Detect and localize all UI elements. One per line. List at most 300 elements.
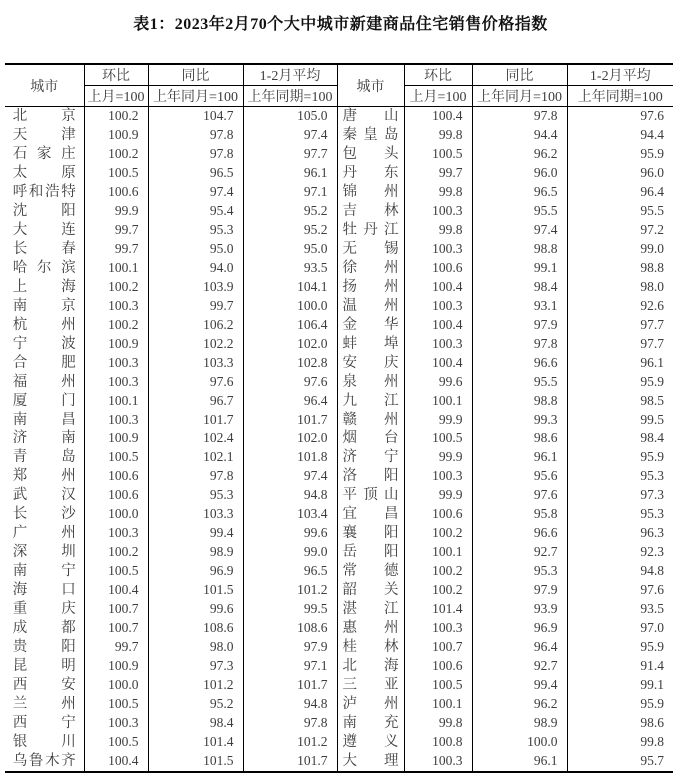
- index-value-cell: 95.3: [472, 562, 567, 581]
- col-subheader-yoy-base-left: 上年同月=100: [148, 86, 243, 107]
- index-value-cell: 99.6: [404, 373, 472, 392]
- index-value-cell: 91.4: [640, 658, 664, 674]
- index-value-cell: 98.4: [640, 430, 664, 446]
- index-value-cell: 99.8: [404, 714, 472, 733]
- index-value-cell: 100.3: [404, 202, 472, 221]
- city-name: 无锡: [342, 240, 399, 257]
- city-name: 牡丹江: [342, 221, 399, 238]
- index-value-cell: 96.9: [148, 562, 243, 581]
- city-cell: [5, 562, 84, 581]
- index-value-cell: 100.0: [472, 733, 567, 752]
- city-cell: [337, 297, 404, 316]
- index-value-cell: 100.3: [404, 335, 472, 354]
- city-name: 合肥: [12, 354, 76, 371]
- index-value-cell: 95.9: [640, 696, 664, 712]
- index-value-cell: 95.3: [640, 468, 664, 484]
- city-cell: [5, 752, 84, 772]
- city-name: 杭州: [12, 316, 76, 333]
- index-value-cell: 104.7: [148, 107, 243, 126]
- col-header-yoy-right: 同比: [472, 64, 567, 86]
- index-value-cell: 95.8: [472, 505, 567, 524]
- table-row: [5, 562, 673, 581]
- col-subheader-avg-base-left: 上年同期=100: [243, 86, 337, 107]
- index-value-cell: 97.9: [472, 316, 567, 335]
- index-value-cell: 100.5: [84, 733, 148, 752]
- city-name: 西安: [12, 677, 76, 694]
- city-cell: [5, 695, 84, 714]
- col-header-mom-right: 环比: [404, 64, 472, 86]
- index-value-cell: 92.6: [640, 297, 664, 313]
- index-value-cell: 100.3: [404, 240, 472, 259]
- city-cell: [337, 638, 404, 657]
- index-value-cell: 99.1: [640, 677, 664, 693]
- index-value-cell: 96.2: [472, 695, 567, 714]
- index-value-cell: 98.4: [472, 278, 567, 297]
- index-value-cell: 96.0: [472, 164, 567, 183]
- index-value-cell: 100.3: [404, 752, 472, 772]
- index-value-cell: 99.6: [243, 524, 337, 543]
- index-value-cell: 100.5: [84, 448, 148, 467]
- col-subheader-mom-base-left: 上月=100: [84, 86, 148, 107]
- index-value-cell: 100.1: [404, 543, 472, 562]
- index-value-cell: 99.1: [472, 259, 567, 278]
- table-row: [5, 373, 673, 392]
- table-row: [5, 581, 673, 600]
- table-row: [5, 126, 673, 145]
- city-name: 宁波: [12, 335, 76, 352]
- city-name: 锦州: [342, 183, 399, 200]
- index-value-cell: 100.4: [84, 752, 148, 772]
- page-title: 表1：2023年2月70个大中城市新建商品住宅销售价格指数: [133, 16, 548, 33]
- city-name: 郑州: [12, 468, 76, 485]
- index-value-cell: 95.2: [243, 221, 337, 240]
- city-cell: [5, 429, 84, 448]
- table-row: [5, 657, 673, 676]
- city-cell: [337, 619, 404, 638]
- city-cell: [5, 335, 84, 354]
- index-value-cell: 100.3: [404, 467, 472, 486]
- index-value-cell: 100.5: [404, 429, 472, 448]
- index-value-cell: 100.9: [84, 335, 148, 354]
- city-cell: [5, 164, 84, 183]
- table-row: [5, 392, 673, 411]
- city-cell: [5, 638, 84, 657]
- index-value-cell: 100.1: [84, 259, 148, 278]
- index-value-cell: 95.5: [472, 202, 567, 221]
- index-value-cell: 96.4: [472, 638, 567, 657]
- index-value-cell: 99.8: [404, 183, 472, 202]
- city-cell: [337, 316, 404, 335]
- index-value-cell: 101.7: [243, 752, 337, 772]
- city-name: 长春: [12, 240, 76, 257]
- index-value-cell: 102.8: [243, 354, 337, 373]
- col-subheader-avg-base-right: 上年同期=100: [567, 86, 673, 107]
- table-row: [5, 448, 673, 467]
- index-value-cell: 100.2: [404, 581, 472, 600]
- price-index-table: [5, 63, 673, 773]
- index-value-cell: 95.2: [243, 202, 337, 221]
- city-cell: [5, 183, 84, 202]
- city-cell: [337, 752, 404, 772]
- index-value-cell: 95.9: [640, 145, 664, 161]
- city-name: 徐州: [342, 259, 399, 276]
- index-value-cell: 100.2: [84, 107, 148, 126]
- city-name: 重庆: [12, 601, 76, 618]
- city-cell: [337, 392, 404, 411]
- index-value-cell: 95.3: [148, 221, 243, 240]
- index-value-cell: 100.3: [84, 714, 148, 733]
- city-cell: [337, 183, 404, 202]
- index-value-cell: 98.6: [640, 715, 664, 730]
- index-value-cell: 98.0: [148, 638, 243, 657]
- index-value-cell: 96.5: [243, 562, 337, 581]
- city-cell: [337, 562, 404, 581]
- index-value-cell: 100.6: [404, 259, 472, 278]
- city-name: 蚌埠: [342, 335, 399, 352]
- city-name: 安庆: [342, 354, 399, 371]
- index-value-cell: 101.2: [243, 581, 337, 600]
- index-value-cell: 100.5: [84, 695, 148, 714]
- city-cell: [5, 126, 84, 145]
- index-value-cell: 100.3: [84, 373, 148, 392]
- index-value-cell: 95.4: [148, 202, 243, 221]
- city-name: 济宁: [342, 449, 399, 466]
- index-value-cell: 108.6: [243, 619, 337, 638]
- city-cell: [337, 259, 404, 278]
- index-value-cell: 93.1: [472, 297, 567, 316]
- index-value-cell: 99.8: [404, 126, 472, 145]
- city-cell: [5, 259, 84, 278]
- city-name: 济南: [12, 430, 76, 447]
- city-cell: [337, 505, 404, 524]
- city-cell: [5, 714, 84, 733]
- index-value-cell: 96.4: [640, 183, 664, 199]
- city-cell: [337, 354, 404, 373]
- city-name: 包头: [342, 145, 399, 162]
- table-row: [5, 543, 673, 562]
- city-name: 秦皇岛: [342, 126, 399, 143]
- index-value-cell: 98.5: [640, 392, 664, 408]
- index-value-cell: 100.3: [84, 297, 148, 316]
- city-cell: [337, 107, 404, 126]
- table-row: [5, 202, 673, 221]
- city-name: 南充: [342, 715, 399, 731]
- city-cell: [337, 145, 404, 164]
- index-value-cell: 95.7: [640, 752, 664, 768]
- city-name: 兰州: [12, 696, 76, 713]
- index-value-cell: 100.9: [84, 429, 148, 448]
- index-value-cell: 97.4: [243, 467, 337, 486]
- index-value-cell: 101.7: [243, 676, 337, 695]
- index-value-cell: 100.4: [404, 107, 472, 126]
- index-value-cell: 98.0: [640, 278, 664, 294]
- index-value-cell: 99.0: [640, 240, 664, 256]
- city-cell: [337, 448, 404, 467]
- col-header-city-left: 城市: [5, 64, 84, 107]
- table-row: [5, 695, 673, 714]
- index-value-cell: 100.8: [404, 733, 472, 752]
- index-value-cell: 104.1: [243, 278, 337, 297]
- index-value-cell: 101.5: [148, 752, 243, 772]
- index-value-cell: 95.9: [640, 449, 664, 465]
- index-value-cell: 97.8: [148, 126, 243, 145]
- city-name: 唐山: [342, 108, 399, 124]
- table-row: [5, 240, 673, 259]
- index-value-cell: 94.4: [472, 126, 567, 145]
- city-cell: [337, 335, 404, 354]
- index-value-cell: 96.1: [472, 752, 567, 772]
- index-value-cell: 100.7: [84, 619, 148, 638]
- city-name: 青岛: [12, 449, 76, 466]
- index-value-cell: 96.2: [472, 145, 567, 164]
- index-value-cell: 97.2: [640, 221, 664, 237]
- col-subheader-mom-base-right: 上月=100: [404, 86, 472, 107]
- city-cell: [5, 107, 84, 126]
- city-cell: [337, 714, 404, 733]
- index-value-cell: 95.3: [148, 486, 243, 505]
- city-name: 温州: [342, 297, 399, 314]
- index-value-cell: 94.4: [640, 126, 664, 142]
- index-value-cell: 97.1: [243, 183, 337, 202]
- index-value-cell: 92.7: [472, 543, 567, 562]
- city-cell: [5, 297, 84, 316]
- index-value-cell: 100.6: [84, 467, 148, 486]
- table-row: [5, 297, 673, 316]
- index-value-cell: 95.9: [640, 639, 664, 655]
- city-name: 九江: [342, 392, 399, 409]
- city-name: 岳阳: [342, 544, 399, 561]
- index-value-cell: 103.4: [243, 505, 337, 524]
- city-name: 沈阳: [12, 202, 76, 219]
- city-name: 北海: [342, 658, 399, 675]
- index-value-cell: 97.4: [243, 126, 337, 145]
- index-value-cell: 100.4: [404, 354, 472, 373]
- city-cell: [5, 278, 84, 297]
- index-value-cell: 95.6: [472, 467, 567, 486]
- index-value-cell: 97.7: [243, 145, 337, 164]
- table-row: [5, 278, 673, 297]
- index-value-cell: 99.6: [148, 600, 243, 619]
- index-value-cell: 100.2: [84, 543, 148, 562]
- city-cell: [337, 411, 404, 430]
- city-name: 襄阳: [342, 525, 399, 542]
- table-row: [5, 524, 673, 543]
- index-value-cell: 96.9: [472, 619, 567, 638]
- index-value-cell: 97.8: [148, 467, 243, 486]
- index-value-cell: 92.3: [640, 544, 664, 560]
- index-value-cell: 95.0: [243, 240, 337, 259]
- table-row: [5, 600, 673, 619]
- city-cell: [5, 600, 84, 619]
- table-row: [5, 145, 673, 164]
- index-value-cell: 100.0: [243, 297, 337, 316]
- city-name: 昆明: [12, 658, 76, 675]
- index-value-cell: 100.5: [84, 562, 148, 581]
- table-row: [5, 411, 673, 430]
- index-value-cell: 99.7: [84, 638, 148, 657]
- city-cell: [5, 543, 84, 562]
- city-cell: [5, 619, 84, 638]
- index-value-cell: 98.8: [472, 240, 567, 259]
- index-value-cell: 100.3: [84, 354, 148, 373]
- index-value-cell: 100.1: [404, 695, 472, 714]
- city-cell: [5, 240, 84, 259]
- index-value-cell: 99.7: [404, 164, 472, 183]
- index-value-cell: 92.7: [472, 657, 567, 676]
- table-row: [5, 429, 673, 448]
- index-value-cell: 95.5: [640, 202, 664, 218]
- table-row: [5, 486, 673, 505]
- index-value-cell: 96.6: [472, 524, 567, 543]
- index-value-cell: 97.6: [243, 373, 337, 392]
- city-cell: [337, 429, 404, 448]
- index-value-cell: 96.4: [243, 392, 337, 411]
- index-value-cell: 102.1: [148, 448, 243, 467]
- index-value-cell: 96.6: [472, 354, 567, 373]
- city-name: 吉林: [342, 202, 399, 219]
- index-value-cell: 97.0: [640, 620, 664, 636]
- city-cell: [337, 524, 404, 543]
- index-value-cell: 100.3: [84, 524, 148, 543]
- city-name: 南昌: [12, 411, 76, 428]
- table-row: [5, 221, 673, 240]
- index-value-cell: 100.6: [84, 486, 148, 505]
- city-cell: [5, 373, 84, 392]
- city-cell: [5, 221, 84, 240]
- index-value-cell: 96.0: [640, 164, 664, 180]
- index-value-cell: 96.5: [472, 183, 567, 202]
- col-header-avg-right: 1-2月平均: [567, 64, 673, 86]
- city-cell: [5, 505, 84, 524]
- index-value-cell: 97.9: [243, 638, 337, 657]
- city-name: 大连: [12, 221, 76, 238]
- index-value-cell: 100.9: [84, 657, 148, 676]
- city-name: 武汉: [12, 487, 76, 504]
- city-name: 长沙: [12, 506, 76, 523]
- city-cell: [5, 524, 84, 543]
- city-name: 泸州: [342, 696, 399, 713]
- index-value-cell: 96.1: [472, 448, 567, 467]
- index-value-cell: 100.4: [404, 316, 472, 335]
- city-name: 泉州: [342, 373, 399, 390]
- index-value-cell: 97.6: [640, 582, 664, 598]
- city-cell: [337, 373, 404, 392]
- city-name: 石家庄: [12, 145, 76, 162]
- index-value-cell: 99.7: [84, 221, 148, 240]
- index-value-cell: 96.5: [148, 164, 243, 183]
- index-value-cell: 99.8: [640, 733, 664, 749]
- index-value-cell: 95.3: [640, 506, 664, 522]
- index-value-cell: 100.4: [404, 278, 472, 297]
- city-cell: [337, 581, 404, 600]
- city-name: 福州: [12, 373, 76, 390]
- table-row: [5, 259, 673, 278]
- index-value-cell: 97.3: [640, 487, 664, 503]
- index-value-cell: 96.7: [148, 392, 243, 411]
- index-value-cell: 95.5: [472, 373, 567, 392]
- table-row: [5, 752, 673, 772]
- table-row: [5, 354, 673, 373]
- city-name: 金华: [342, 316, 399, 333]
- city-name: 深圳: [12, 544, 76, 561]
- index-value-cell: 103.9: [148, 278, 243, 297]
- index-value-cell: 100.1: [84, 392, 148, 411]
- col-header-city-right: 城市: [337, 64, 404, 107]
- index-value-cell: 100.2: [404, 562, 472, 581]
- city-cell: [5, 202, 84, 221]
- col-subheader-yoy-base-right: 上年同月=100: [472, 86, 567, 107]
- table-header: [5, 64, 673, 107]
- index-value-cell: 101.4: [404, 600, 472, 619]
- city-name: 海口: [12, 582, 76, 599]
- index-value-cell: 97.8: [472, 335, 567, 354]
- index-value-cell: 100.0: [84, 505, 148, 524]
- index-value-cell: 98.8: [472, 392, 567, 411]
- table-row: [5, 164, 673, 183]
- index-value-cell: 98.6: [472, 429, 567, 448]
- city-name: 丹东: [342, 164, 399, 181]
- index-value-cell: 99.8: [404, 221, 472, 240]
- index-value-cell: 99.7: [148, 297, 243, 316]
- index-value-cell: 100.1: [404, 392, 472, 411]
- city-name: 韶关: [342, 582, 399, 599]
- city-cell: [337, 486, 404, 505]
- index-value-cell: 95.0: [148, 240, 243, 259]
- city-name: 洛阳: [342, 468, 399, 485]
- index-value-cell: 102.2: [148, 335, 243, 354]
- col-header-mom-left: 环比: [84, 64, 148, 86]
- index-value-cell: 96.1: [640, 354, 664, 370]
- city-name: 成都: [12, 620, 76, 637]
- city-cell: [337, 600, 404, 619]
- index-value-cell: 95.9: [640, 373, 664, 389]
- table-row: [5, 467, 673, 486]
- city-name: 遵义: [342, 733, 399, 750]
- index-value-cell: 100.9: [84, 126, 148, 145]
- index-value-cell: 97.3: [148, 657, 243, 676]
- table-row: [5, 316, 673, 335]
- table-row: [5, 638, 673, 657]
- index-value-cell: 100.5: [404, 145, 472, 164]
- city-name: 呼和浩特: [12, 183, 76, 200]
- index-value-cell: 103.3: [148, 354, 243, 373]
- index-value-cell: 94.8: [243, 695, 337, 714]
- city-cell: [5, 733, 84, 752]
- city-name: 哈尔滨: [12, 259, 76, 276]
- table-row: [5, 619, 673, 638]
- city-cell: [337, 657, 404, 676]
- index-value-cell: 99.7: [84, 240, 148, 259]
- city-name: 三亚: [342, 677, 399, 694]
- index-value-cell: 97.8: [148, 145, 243, 164]
- city-name: 南宁: [12, 563, 76, 580]
- index-value-cell: 95.2: [148, 695, 243, 714]
- table-row: [5, 714, 673, 733]
- index-value-cell: 100.4: [84, 581, 148, 600]
- city-name: 常德: [342, 563, 399, 580]
- index-value-cell: 102.0: [243, 429, 337, 448]
- index-value-cell: 97.1: [243, 657, 337, 676]
- index-value-cell: 99.5: [243, 600, 337, 619]
- index-value-cell: 93.5: [243, 259, 337, 278]
- index-value-cell: 93.5: [640, 601, 664, 617]
- index-value-cell: 100.7: [404, 638, 472, 657]
- index-value-cell: 100.3: [404, 619, 472, 638]
- index-value-cell: 101.7: [243, 411, 337, 430]
- city-name: 北京: [12, 108, 76, 124]
- city-cell: [5, 354, 84, 373]
- index-value-cell: 97.8: [243, 714, 337, 733]
